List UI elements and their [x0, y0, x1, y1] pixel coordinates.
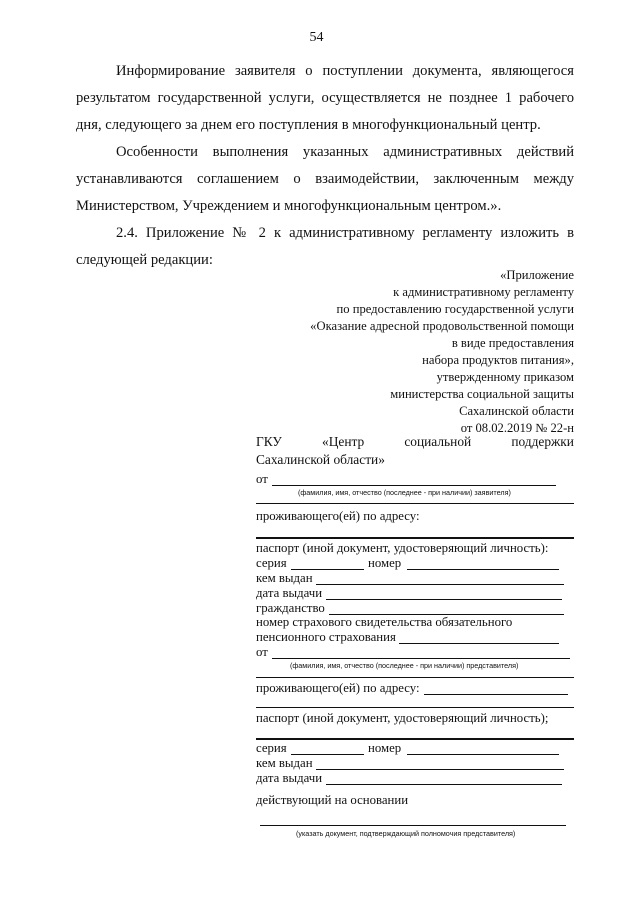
paragraph-2: Особенности выполнения указанных административных действий устанавливаются соглашением о взаимодействии, заключенным между Министерством, Учреждением и многофункциональным центром.». [76, 144, 574, 214]
number2-field[interactable] [407, 754, 559, 755]
snils-label-2: пенсионного страхования [256, 630, 396, 644]
series-label: серия [256, 556, 287, 570]
from2-label: от [256, 645, 268, 659]
snils-field[interactable] [399, 643, 559, 644]
appendix-line: по предоставлению государственной услуги [336, 302, 574, 316]
page-number: 54 [309, 30, 324, 45]
issue-date2-field[interactable] [326, 784, 562, 785]
appendix-line: «Приложение [500, 268, 574, 282]
addressee-word: ГКУ [256, 434, 282, 449]
authority-doc-caption: (указать документ, подтверждающий полномочия представителя) [296, 829, 516, 838]
number2-label: номер [368, 741, 402, 755]
representative-name-field-2[interactable] [256, 677, 574, 678]
appendix-header [274, 267, 574, 437]
applicant-name-field-2[interactable] [256, 503, 574, 504]
issue-date-field[interactable] [326, 599, 562, 600]
series-field[interactable] [291, 569, 364, 570]
authority-doc-field[interactable] [260, 825, 566, 826]
addressee-word: поддержки [511, 434, 574, 449]
appendix-line: в виде предоставления [451, 336, 574, 350]
address2-field[interactable] [424, 694, 568, 695]
passport2-label: паспорт (иной документ, удостоверяющий личность); [256, 711, 549, 725]
paragraph-3: 2.4. Приложение № 2 к административному регламенту изложить в следующей редакции: [76, 225, 574, 268]
series2-field[interactable] [291, 754, 364, 755]
appendix-line: Сахалинской области [459, 404, 574, 418]
address2-field-2[interactable] [256, 707, 574, 708]
addressee-word: социальной [404, 434, 472, 449]
representative-name-field[interactable] [272, 658, 570, 659]
paragraph-1: Информирование заявителя о поступлении документа, являющегося результатом государственной услуги, осуществляется не позднее 1 рабочего дня, следующего за днем его поступления в многофункциональный центр. [76, 63, 574, 133]
citizenship-label: гражданство [256, 601, 325, 615]
issue-date-label: дата выдачи [256, 586, 323, 600]
passport-label: паспорт (иной документ, удостоверяющий личность): [256, 541, 549, 555]
issued-by-field[interactable] [316, 584, 564, 585]
appendix-line: министерства социальной защиты [390, 387, 574, 401]
residing2-label: проживающего(ей) по адресу: [256, 681, 420, 695]
appendix-line: набора продуктов питания», [422, 353, 574, 367]
addressee-block [256, 433, 574, 469]
addressee-word: «Центр [322, 434, 365, 449]
snils-label-1: номер страхового свидетельства обязательного [256, 615, 513, 629]
from-label: от [256, 472, 268, 486]
addressee-line-2: Сахалинской области» [256, 452, 385, 467]
issue-date2-label: дата выдачи [256, 771, 323, 785]
issued-by2-label: кем выдан [256, 756, 313, 770]
issued-by-label: кем выдан [256, 571, 313, 585]
applicant-name-field[interactable] [272, 485, 556, 486]
passport2-field[interactable] [256, 738, 574, 740]
residing-label: проживающего(ей) по адресу: [256, 509, 420, 523]
appendix-line: от 08.02.2019 № 22-н [460, 421, 574, 435]
address-field[interactable] [256, 537, 574, 539]
number-field[interactable] [407, 569, 559, 570]
issued-by2-field[interactable] [316, 769, 564, 770]
appendix-line: «Оказание адресной продовольственной помощи [310, 319, 574, 333]
appendix-line: утвержденному приказом [436, 370, 574, 384]
representative-name-caption: (фамилия, имя, отчество (последнее - при наличии) представителя) [290, 661, 519, 670]
number-label: номер [368, 556, 402, 570]
applicant-name-caption: (фамилия, имя, отчество (последнее - при наличии) заявителя) [298, 488, 511, 497]
appendix-line: к административному регламенту [393, 285, 574, 299]
acting-label: действующий на основании [256, 793, 409, 807]
series2-label: серия [256, 741, 287, 755]
